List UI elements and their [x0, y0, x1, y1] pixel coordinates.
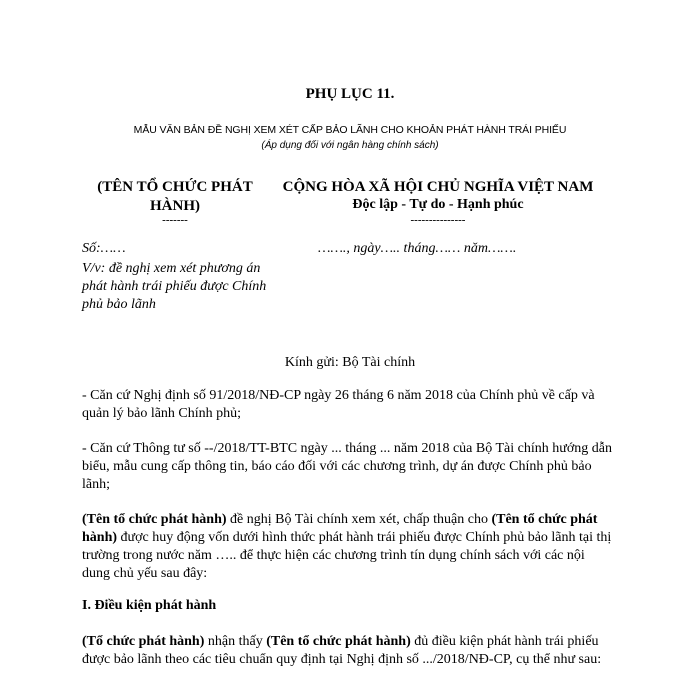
national-motto: Độc lập - Tự do - Hạnh phúc — [352, 197, 524, 212]
document-subject: V/v: đề nghị xem xét phương án phát hành trái phiếu được Chính phủ bảo lãnh — [82, 261, 267, 312]
request-paragraph — [82, 511, 614, 583]
issuer-name: (TÊN TỔ CHỨC PHÁT HÀNH) — [97, 179, 253, 214]
eligibility-paragraph — [82, 633, 614, 669]
addressee: Kính gửi: Bộ Tài chính — [284, 355, 416, 370]
request-text: đề nghị Bộ Tài chính xem xét, chấp thuận cho — [226, 512, 492, 527]
issuer-divider: ------- — [162, 214, 188, 226]
issuer-placeholder: (Tên tổ chức phát hành) — [266, 634, 411, 649]
form-subtitle: MẪU VĂN BẢN ĐỀ NGHỊ XEM XÉT CẤP BẢO LÃNH CHO KHOẢN PHÁT HÀNH TRÁI PHIẾU — [133, 124, 567, 136]
section-heading: I. Điều kiện phát hành — [82, 598, 217, 613]
issuer-placeholder: (Tên tổ chức phát hành) — [82, 512, 598, 545]
document-date: ……., ngày….. tháng…… năm……. — [318, 241, 517, 256]
legal-basis-decree: - Căn cứ Nghị định số 91/2018/NĐ-CP ngày 26 tháng 6 năm 2018 của Chính phủ về cấp và quản lý bảo lãnh Chính phủ; — [82, 388, 595, 421]
issuer-placeholder: (Tên tổ chức phát hành) — [82, 512, 227, 527]
legal-basis-circular: - Căn cứ Thông tư số --/2018/TT-BTC ngày ... tháng ... năm 2018 của Bộ Tài chính hướng dẫn biểu, mẫu cung cấp thông tin, báo cáo đối với các chương trình, dự án được Chính phủ bảo lãnh; — [82, 441, 612, 492]
document-number: Số:…… — [82, 241, 126, 256]
request-text: được huy động vốn dưới hình thức phát hành trái phiếu được Chính phủ bảo lãnh tại thị trường trong nước năm ….. để thực hiện các chương trình tín dụng chính sách với các nội dung chủ yếu sau đây: — [82, 530, 612, 581]
issuer-placeholder: (Tổ chức phát hành) — [82, 634, 205, 649]
nation-name: CỘNG HÒA XÃ HỘI CHỦ NGHĨA VIỆT NAM — [282, 179, 594, 195]
applicability-note: (Áp dụng đối với ngân hàng chính sách) — [261, 140, 439, 151]
eligibility-text: nhận thấy — [204, 634, 267, 649]
motto-divider: --------------- — [410, 214, 466, 226]
appendix-title: PHỤ LỤC 11. — [305, 86, 395, 102]
eligibility-text: đủ điều kiện phát hành trái phiếu được bảo lãnh theo các tiêu chuẩn quy định tại Nghị định số .../2018/NĐ-CP, cụ thể như sau: — [82, 634, 602, 667]
